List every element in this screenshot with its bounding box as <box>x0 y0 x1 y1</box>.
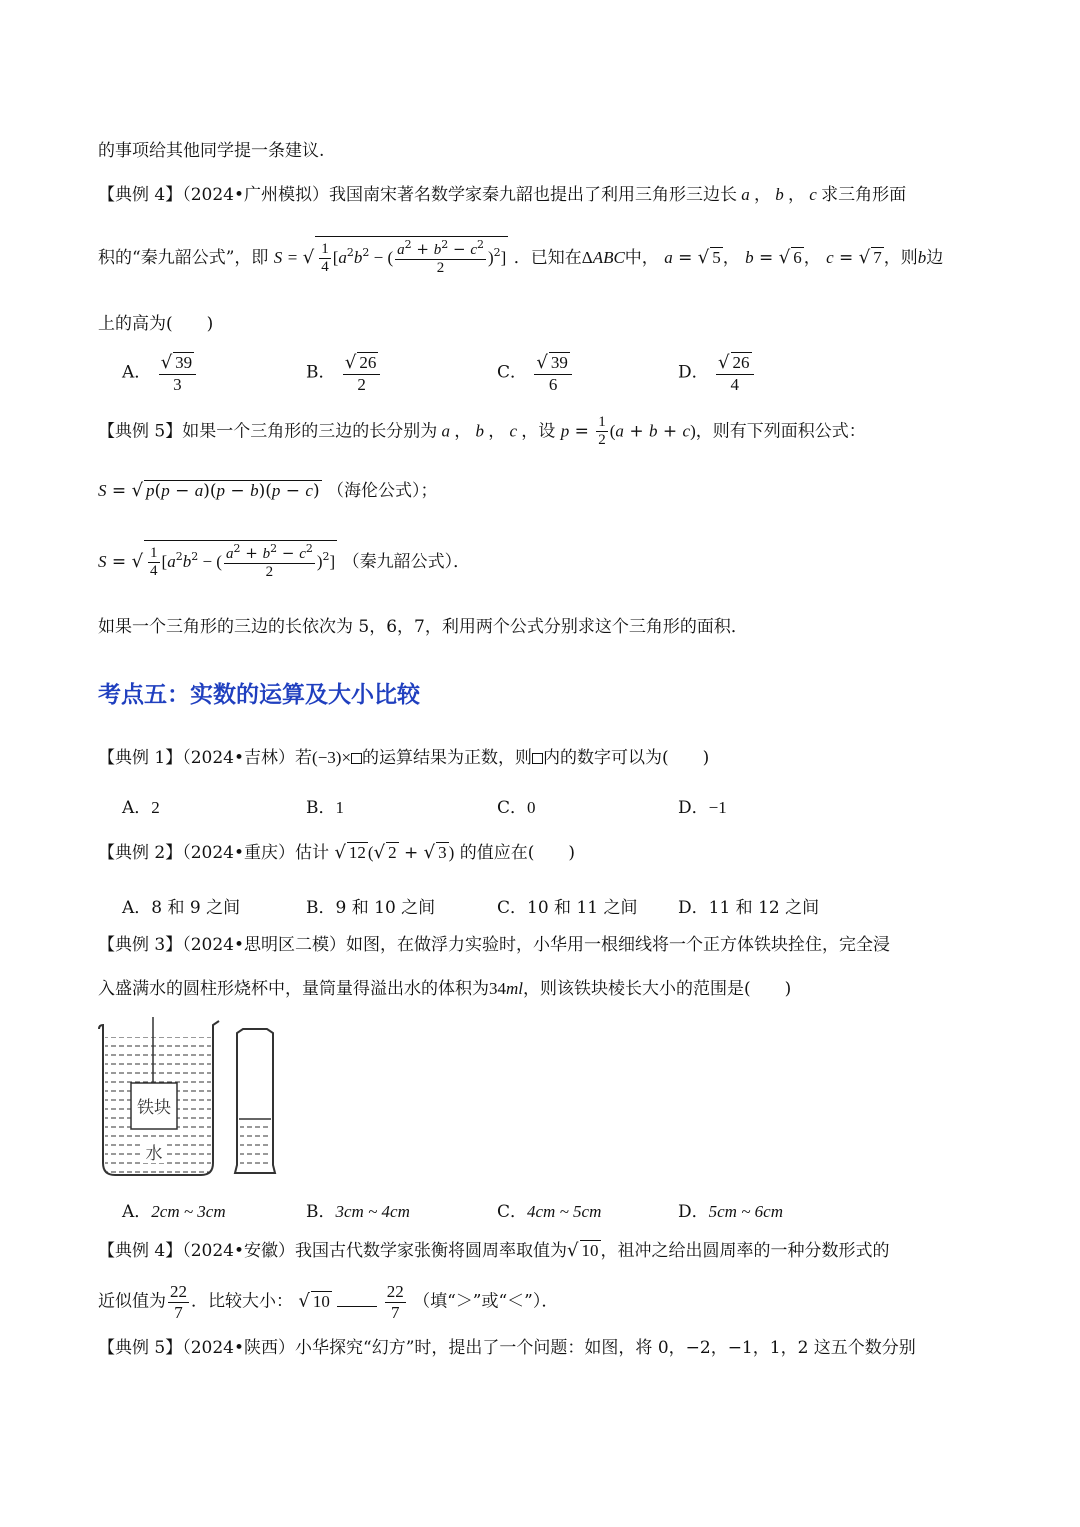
option-c: C．10 和 11 之间 <box>497 898 638 918</box>
s5-example-5-line-1: 【典例 5】（2024•陕西）小华探究“幻方”时，提出了一个问题：如图，将 0，−2，−1，1，2 这五个数分别 <box>98 1338 916 1358</box>
example-5-line-1: 【典例 5】如果一个三角形的三边的长分别为 a ， b ， c ，设 p = $\frac{1}{2}$ (a + b + c)，则有下列面积公式： <box>98 414 866 449</box>
qin-formula-name: （秦九韶公式）． <box>342 551 471 572</box>
blank-box <box>532 753 543 764</box>
answer-blank <box>337 1306 377 1307</box>
iron-block-label: 铁块 <box>137 1098 171 1118</box>
option-a: A． $\frac{√ 39}{3}$ <box>122 352 198 394</box>
s5-example-4-line-2: 近似值为 $\frac{22}{7}$ ．比较大小： √ 10 $\frac{22}{7}$ （填“＞”或“＜”）． <box>98 1282 559 1322</box>
s5-example-4-line-1: 【典例 4】（2024•安徽）我国古代数学家张衡将圆周率取值为√ 10 ，祖冲之给出圆周率的一种分数形式的 <box>98 1240 890 1261</box>
section-title: 考点五：实数的运算及大小比较 <box>98 682 420 708</box>
qin-formula: S <box>273 247 283 267</box>
s5-example-1: 【典例 1】（2024•吉林）若(−3)× 的运算结果为正数，则 内的数字可以为( ) <box>98 748 710 768</box>
option-b: B． $\frac{√ 26}{2}$ <box>306 352 382 394</box>
continuation-text: 的事项给其他同学提一条建议. <box>98 141 325 161</box>
option-d: D．11 和 12 之间 <box>678 898 820 918</box>
option-c: C．4cm ~ 5cm <box>497 1202 602 1222</box>
example-tag: 【典例 4】 <box>98 185 183 205</box>
s5-example-3-line-2: 入盛满水的圆柱形烧杯中，量筒量得溢出水的体积为34ml，则该铁块棱长大小的范围是( ) <box>98 979 792 999</box>
s5-example-3-line-1: 【典例 3】（2024•思明区二模）如图，在做浮力实验时，小华用一根细线将一个正方体铁块拴住，完全浸 <box>98 935 891 955</box>
option-c: C．0 <box>497 798 536 818</box>
example-tag: 【典例 4】 <box>98 1241 183 1261</box>
heron-formula-name: （海伦公式）； <box>327 481 438 501</box>
example-tag: 【典例 3】 <box>98 935 183 955</box>
option-d: D． $\frac{√ 26}{4}$ <box>678 352 756 394</box>
option-a: A．8 和 9 之间 <box>122 898 241 918</box>
example-tag: 【典例 5】 <box>98 1338 183 1358</box>
option-d: D．−1 <box>678 798 727 818</box>
heron-formula-line: S = √ p(p − a)(p − b)(p − c) （海伦公式）； <box>98 480 438 501</box>
example-tag: 【典例 2】 <box>98 843 183 863</box>
water-label: 水 <box>145 1144 163 1164</box>
example-4-line-3: 上的高为( ) <box>98 314 214 334</box>
option-a: A．2cm ~ 3cm <box>122 1202 226 1222</box>
option-b: B．1 <box>306 798 344 818</box>
buoyancy-figure <box>95 1015 285 1180</box>
example-5-question: 如果一个三角形的三边的长依次为 5，6，7，利用两个公式分别求这个三角形的面积． <box>98 617 748 637</box>
option-c: C． $\frac{√ 39}{6}$ <box>497 352 574 394</box>
example-4-line-2: 积的“秦九韶公式”，即 S = √ $\frac{1}{4}$ [$a^2b^2$ − ( $\frac{a^2 + b^2 - c^2}{2}$ )$^2$] ．已知在ΔABC中， a = √ 5 ， b = √ 6 ， c = √ 7 ，则b边 <box>98 238 944 277</box>
s5-example-2: 【典例 2】（2024•重庆）估计 √ 12 (√ 2 + √ 3 ) 的值应在( ) <box>98 842 575 863</box>
example-source: （2024•广州模拟） <box>182 185 330 205</box>
option-d: D．5cm ~ 6cm <box>678 1202 783 1222</box>
option-a: A．2 <box>122 798 160 818</box>
example-4-line-1: 【典例 4】（2024•广州模拟）我国南宋著名数学家秦九韶也提出了利用三角形三边长 a ， b ， c 求三角形面 <box>98 185 907 205</box>
cylinder-water <box>240 1119 270 1165</box>
option-b: B．9 和 10 之间 <box>306 898 436 918</box>
blank-box <box>351 753 362 764</box>
option-b: B．3cm ~ 4cm <box>306 1202 410 1222</box>
example-tag: 【典例 1】 <box>98 748 183 768</box>
example-tag: 【典例 5】 <box>98 421 183 442</box>
qin-formula-line: S = √ $\frac{1}{4}$ [$a^2b^2$ − ( $\frac{a^2 + b^2 - c^2}{2}$ )$^2$] （秦九韶公式）． <box>98 542 471 581</box>
